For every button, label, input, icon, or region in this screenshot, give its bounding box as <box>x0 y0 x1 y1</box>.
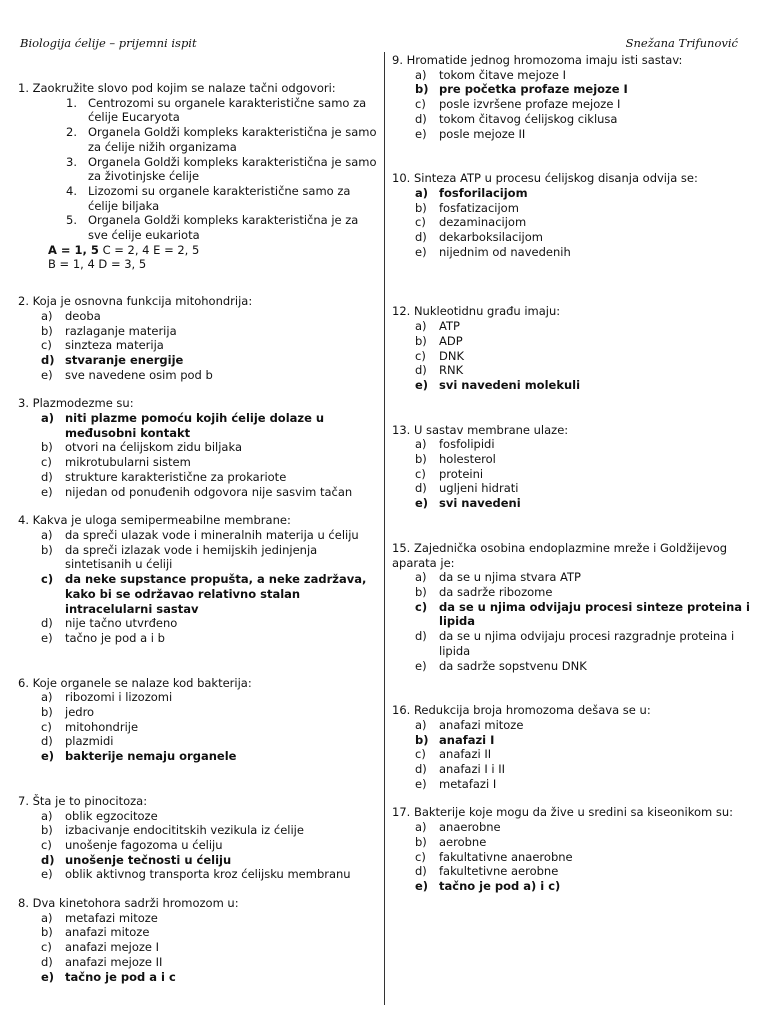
answer-option <box>18 955 380 970</box>
question-text: 15. Zajednička osobina endoplazmine mreže i Goldžijevog aparata je: <box>392 540 728 570</box>
correct-answer-option <box>392 879 758 894</box>
correct-answer-option <box>392 496 758 511</box>
answer-option <box>18 705 380 720</box>
question-15 <box>392 541 758 673</box>
answer-option <box>392 68 758 83</box>
correct-answer-option <box>392 600 758 629</box>
answer-option <box>18 324 380 339</box>
question-6 <box>18 676 380 764</box>
option-text: DNK <box>439 348 464 363</box>
option-letter: c) <box>41 719 52 734</box>
answer-option <box>18 455 380 470</box>
option-letter: e) <box>41 367 53 382</box>
option-letter: c) <box>41 940 52 955</box>
option-text: unošenje tečnosti u ćeliju <box>65 852 232 867</box>
column-divider <box>384 52 385 1005</box>
option-text: da se u njima odvijaju procesi razgradnje proteina i lipida <box>439 629 735 658</box>
option-text: tačno je pod a i c <box>65 969 176 984</box>
correct-answer-option <box>18 970 380 985</box>
option-letter: d) <box>415 230 427 245</box>
option-text: unošenje fagozoma u ćeliju <box>65 837 223 852</box>
answer-option <box>18 823 380 838</box>
option-letter: c) <box>415 97 426 112</box>
option-text: sve navedene osim pod b <box>65 367 213 382</box>
answer-option <box>18 528 380 543</box>
answer-option <box>18 631 380 646</box>
answer-option <box>18 368 380 383</box>
option-text: nije tačno utvrđeno <box>65 616 178 631</box>
answer-option <box>18 485 380 500</box>
question-text: 17. Bakterije koje mogu da žive u sredini sa kiseonikom su: <box>392 805 733 820</box>
option-letter: e) <box>415 244 427 259</box>
option-text: posle mejoze II <box>439 126 526 141</box>
option-letter: c) <box>415 348 426 363</box>
option-letter: c) <box>415 747 426 762</box>
option-text: holesterol <box>439 452 496 467</box>
option-text: fosfolipidi <box>439 437 495 452</box>
question-16 <box>392 703 758 791</box>
answer-option <box>18 925 380 940</box>
option-letter: b) <box>415 82 429 97</box>
option-text: deoba <box>65 308 101 323</box>
option-letter: d) <box>41 616 53 631</box>
option-text: fosforilacijom <box>439 185 528 200</box>
option-text: fosfatizacijom <box>439 200 519 215</box>
answer-option <box>392 747 758 762</box>
option-text: dekarboksilacijom <box>439 230 543 245</box>
answer-option <box>392 127 758 142</box>
option-text: anafazi I i II <box>439 762 506 777</box>
option-letter: b) <box>415 452 427 467</box>
question-2 <box>18 294 380 382</box>
answer-option <box>392 112 758 127</box>
option-letter: e) <box>41 630 53 645</box>
option-text: tačno je pod a i b <box>65 630 165 645</box>
option-text: aerobne <box>439 834 487 849</box>
option-text: anafazi mejoze II <box>65 954 163 969</box>
option-letter: b) <box>41 925 53 940</box>
option-letter: d) <box>41 734 53 749</box>
question-text: 8. Dva kinetohora sadrži hromozom u: <box>18 896 239 911</box>
answer-option <box>18 911 380 926</box>
answer-option <box>392 481 758 496</box>
question-1 <box>18 81 380 272</box>
option-letter: d) <box>415 762 427 777</box>
option-text: stvaranje energije <box>65 352 184 367</box>
option-text: RNK <box>439 363 464 378</box>
option-text: anafazi I <box>439 732 495 747</box>
answer-option <box>392 585 758 600</box>
option-text: da sadrže sopstvenu DNK <box>439 658 587 673</box>
question-text: 12. Nukleotidnu građu imaju: <box>392 304 561 319</box>
option-text: fakultetivne aerobne <box>439 864 559 879</box>
option-text: bakterije nemaju organele <box>65 749 237 764</box>
option-letter: b) <box>41 823 53 838</box>
answer-choices-line-2: B = 1, 4 D = 3, 5 <box>48 257 147 272</box>
option-letter: d) <box>415 111 427 126</box>
answer-option <box>392 363 758 378</box>
question-text: 2. Koja je osnovna funkcija mitohondrija: <box>18 294 253 309</box>
option-text: razlaganje materija <box>65 323 177 338</box>
left-questions <box>18 294 380 984</box>
option-letter: b) <box>415 333 427 348</box>
answer-option <box>18 809 380 824</box>
right-column <box>392 53 758 894</box>
answer-option <box>392 864 758 879</box>
question-text: 1. Zaokružite slovo pod kojim se nalaze tačni odgovori: <box>18 81 336 95</box>
answer-option <box>392 659 758 674</box>
answer-option <box>392 452 758 467</box>
answer-choices-line-1: A = 1, 5 C = 2, 4 E = 2, 5 <box>48 242 200 257</box>
question-text: 6. Koje organele se nalaze kod bakterija: <box>18 675 252 690</box>
option-text: da spreči izlazak vode i hemijskih jedinjenja sintetisanih u ćeliji <box>65 542 318 572</box>
option-letter: c) <box>41 837 52 852</box>
option-letter: a) <box>415 820 427 835</box>
answer-option <box>392 762 758 777</box>
option-text: izbacivanje endocititskih vezikula iz ćelije <box>65 823 304 838</box>
correct-answer-option <box>392 733 758 748</box>
option-text: ugljeni hidrati <box>439 481 519 496</box>
answer-option <box>18 309 380 324</box>
question-text: 4. Kakva je uloga semipermeabilne membrane: <box>18 513 291 528</box>
question-text: 7. Šta je to pinocitoza: <box>18 793 148 808</box>
option-letter: d) <box>415 629 427 644</box>
correct-answer-option <box>18 749 380 764</box>
option-text: pre početka profaze mejoze I <box>439 82 628 97</box>
answer-option <box>392 850 758 865</box>
option-letter: b) <box>415 732 429 747</box>
option-text: oblik egzocitoze <box>65 808 158 823</box>
option-letter: a) <box>415 717 427 732</box>
option-letter: b) <box>41 705 53 720</box>
correct-answer-option <box>392 82 758 97</box>
question-9 <box>392 53 758 141</box>
correct-answer-option <box>18 411 380 440</box>
option-letter: c) <box>41 572 54 587</box>
header-author: Snežana Trifunović <box>625 36 738 50</box>
question-10 <box>392 171 758 259</box>
answer-option <box>392 437 758 452</box>
option-text: da se u njima stvara ATP <box>439 570 581 585</box>
option-text: oblik aktivnog transporta kroz ćelijsku membranu <box>65 867 351 882</box>
option-letter: a) <box>415 437 427 452</box>
option-letter: a) <box>415 67 427 82</box>
question-text: 3. Plazmodezme su: <box>18 396 134 411</box>
answer-option <box>392 835 758 850</box>
option-letter: c) <box>415 599 428 614</box>
correct-answer-option <box>18 853 380 868</box>
question-12 <box>392 304 758 392</box>
option-text: fakultativne anaerobne <box>439 849 573 864</box>
option-text: mikrotubularni sistem <box>65 455 191 470</box>
correct-answer-option <box>392 378 758 393</box>
option-letter: c) <box>415 466 426 481</box>
option-letter: a) <box>41 308 53 323</box>
statement: 5. Organela Goldži kompleks karakteristična je za sve ćelije eukariota <box>66 213 359 243</box>
option-letter: e) <box>41 969 55 984</box>
option-text: ribozomi i lizozomi <box>65 690 173 705</box>
option-letter: a) <box>41 808 53 823</box>
option-text: anafazi mejoze I <box>65 940 160 955</box>
answer-option <box>18 720 380 735</box>
answer-option <box>18 470 380 485</box>
question-7 <box>18 794 380 882</box>
correct-answer-option <box>18 572 380 616</box>
option-letter: a) <box>41 690 53 705</box>
option-letter: a) <box>415 185 429 200</box>
question-text: 16. Redukcija broja hromozoma dešava se u: <box>392 703 651 718</box>
answer-option <box>392 230 758 245</box>
answer-option <box>18 616 380 631</box>
option-letter: c) <box>415 849 426 864</box>
option-letter: a) <box>415 319 427 334</box>
question-text: 10. Sinteza ATP u procesu ćelijskog disanja odvija se: <box>392 171 698 186</box>
option-letter: d) <box>415 363 427 378</box>
option-letter: c) <box>41 338 52 353</box>
answer-option <box>392 718 758 733</box>
answer-option <box>18 838 380 853</box>
option-text: anafazi II <box>439 747 492 762</box>
question-17 <box>392 805 758 893</box>
option-letter: d) <box>41 954 53 969</box>
option-letter: d) <box>415 481 427 496</box>
statement: 4. Lizozomi su organele karakteristične samo za ćelije biljaka <box>66 183 351 213</box>
option-letter: e) <box>415 776 427 791</box>
option-letter: b) <box>415 584 427 599</box>
option-text: anafazi mitoze <box>439 717 524 732</box>
option-text: niti plazme pomoću kojih ćelije dolaze u međusobni kontakt <box>65 411 325 440</box>
left-column <box>18 81 380 984</box>
option-text: posle izvršene profaze mejoze I <box>439 97 621 112</box>
option-text: anafazi mitoze <box>65 925 150 940</box>
option-text: da neke supstance propušta, a neke zadržava, kako bi se održavao relativno stalan intracelularni sastav <box>65 572 367 616</box>
answer-option <box>392 334 758 349</box>
answer-option <box>392 349 758 364</box>
option-text: otvori na ćelijskom zidu biljaka <box>65 440 242 455</box>
correct-answer-option <box>18 353 380 368</box>
option-letter: e) <box>41 749 55 764</box>
option-letter: d) <box>415 864 427 879</box>
question-text: 9. Hromatide jednog hromozoma imaju isti sastav: <box>392 53 683 67</box>
question-8 <box>18 896 380 984</box>
option-text: ADP <box>439 333 463 348</box>
option-text: metafazi mitoze <box>65 910 158 925</box>
right-questions <box>392 53 758 894</box>
option-letter: e) <box>415 878 429 893</box>
option-letter: c) <box>41 455 52 470</box>
option-letter: b) <box>415 200 427 215</box>
option-letter: a) <box>415 570 427 585</box>
header-left-title: Biologija ćelije – prijemni ispit <box>20 36 197 50</box>
option-text: nijedan od ponuđenih odgovora nije sasvim tačan <box>65 484 353 499</box>
answer-option <box>392 467 758 482</box>
option-letter: b) <box>41 542 53 557</box>
answer-option <box>18 940 380 955</box>
option-text: svi navedeni molekuli <box>439 377 581 392</box>
question-text: 13. U sastav membrane ulaze: <box>392 422 569 437</box>
option-letter: e) <box>415 496 429 511</box>
option-letter: b) <box>41 323 53 338</box>
option-text: da se u njima odvijaju procesi sinteze proteina i lipida <box>439 599 750 629</box>
option-text: tokom čitave mejoze I <box>439 67 566 82</box>
question-3 <box>18 396 380 499</box>
answer-option <box>392 820 758 835</box>
answer-option <box>18 440 380 455</box>
option-letter: e) <box>415 126 427 141</box>
question-4 <box>18 513 380 645</box>
statement: 3. Organela Goldži kompleks karakteristična je samo za životinjske ćelije <box>66 154 377 184</box>
option-letter: d) <box>41 352 55 367</box>
answer-option <box>392 215 758 230</box>
option-text: sinzteza materija <box>65 338 164 353</box>
correct-answer-option <box>392 186 758 201</box>
option-letter: a) <box>41 910 53 925</box>
option-text: plazmidi <box>65 734 114 749</box>
option-text: tokom čitavog ćelijskog ciklusa <box>439 111 618 126</box>
answer-option <box>18 734 380 749</box>
option-letter: e) <box>415 377 429 392</box>
option-letter: e) <box>41 867 53 882</box>
option-text: ATP <box>439 319 460 334</box>
option-text: strukture karakteristične za prokariote <box>65 469 287 484</box>
answer-option <box>392 570 758 585</box>
option-letter: a) <box>41 411 55 426</box>
option-text: mitohondrije <box>65 719 139 734</box>
answer-option <box>18 690 380 705</box>
statement: 1. Centrozomi su organele karakteristične samo za ćelije Eucaryota <box>66 95 367 125</box>
statement: 2. Organela Goldži kompleks karakteristična je samo za ćelije nižih organizama <box>66 125 377 154</box>
option-text: jedro <box>65 705 95 720</box>
answer-option <box>392 201 758 216</box>
option-text: anaerobne <box>439 820 501 835</box>
answer-option <box>392 97 758 112</box>
option-text: metafazi I <box>439 776 497 791</box>
option-letter: e) <box>41 484 53 499</box>
question-13 <box>392 423 758 511</box>
option-letter: b) <box>415 834 427 849</box>
answer-option <box>18 338 380 353</box>
option-letter: a) <box>41 527 53 542</box>
answer-option <box>392 245 758 260</box>
answer-option <box>392 319 758 334</box>
option-text: da spreči ulazak vode i mineralnih materija u ćeliju <box>65 527 359 542</box>
option-text: da sadrže ribozome <box>439 584 553 599</box>
answer-option <box>18 543 380 572</box>
option-letter: d) <box>41 469 53 484</box>
answer-option <box>18 867 380 882</box>
option-text: nijednim od navedenih <box>439 244 571 259</box>
option-letter: b) <box>41 440 53 455</box>
option-text: dezaminacijom <box>439 215 527 230</box>
option-letter: e) <box>415 658 427 673</box>
option-letter: c) <box>415 215 426 230</box>
option-text: proteini <box>439 466 484 481</box>
option-text: svi navedeni <box>439 496 521 511</box>
option-letter: d) <box>41 852 55 867</box>
option-text: tačno je pod a) i c) <box>439 878 561 893</box>
answer-option <box>392 629 758 658</box>
answer-option <box>392 777 758 792</box>
